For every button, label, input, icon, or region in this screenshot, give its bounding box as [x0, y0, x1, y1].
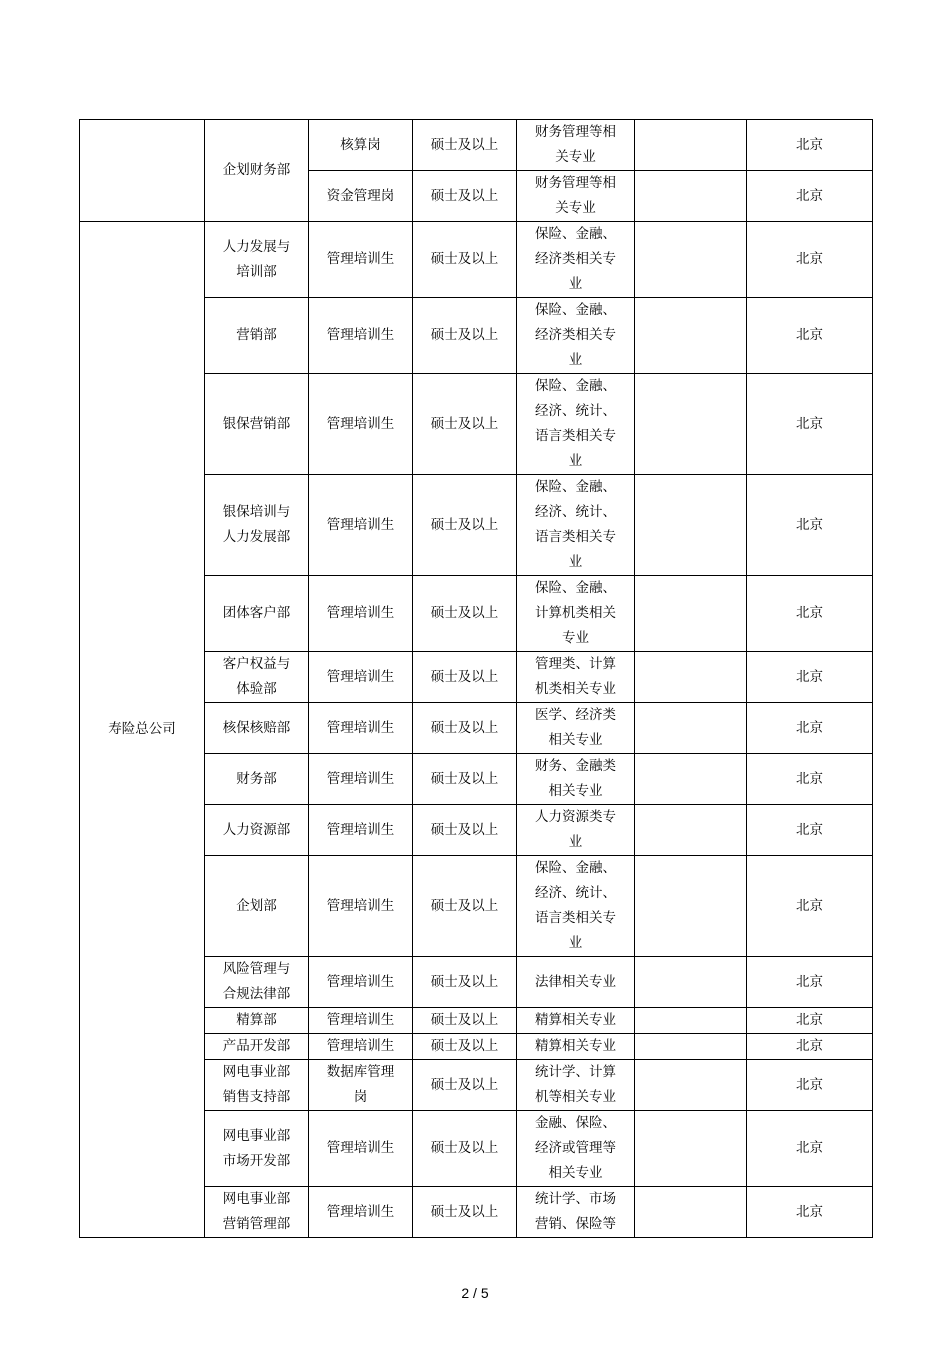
location-cell: 北京 [747, 171, 873, 222]
dept-cell: 网电事业部 销售支持部 [205, 1060, 309, 1111]
table-row [80, 222, 873, 298]
notes-cell [635, 856, 747, 957]
dept-cell: 财务部 [205, 754, 309, 805]
location-cell: 北京 [747, 298, 873, 374]
education-cell: 硕士及以上 [413, 1008, 517, 1034]
position-cell: 数据库管理 岗 [309, 1060, 413, 1111]
major-cell: 财务管理等相 关专业 [517, 120, 635, 171]
location-cell: 北京 [747, 856, 873, 957]
education-cell: 硕士及以上 [413, 298, 517, 374]
table-row [80, 120, 873, 171]
position-cell: 管理培训生 [309, 703, 413, 754]
education-cell: 硕士及以上 [413, 222, 517, 298]
location-cell: 北京 [747, 957, 873, 1008]
dept-cell: 人力资源部 [205, 805, 309, 856]
education-cell: 硕士及以上 [413, 652, 517, 703]
notes-cell [635, 298, 747, 374]
notes-cell [635, 652, 747, 703]
location-cell: 北京 [747, 754, 873, 805]
education-cell: 硕士及以上 [413, 1060, 517, 1111]
notes-cell [635, 222, 747, 298]
position-cell: 管理培训生 [309, 856, 413, 957]
education-cell: 硕士及以上 [413, 1111, 517, 1187]
dept-cell: 网电事业部 市场开发部 [205, 1111, 309, 1187]
location-cell: 北京 [747, 1111, 873, 1187]
major-cell: 保险、金融、 经济类相关专 业 [517, 298, 635, 374]
education-cell: 硕士及以上 [413, 171, 517, 222]
location-cell: 北京 [747, 1034, 873, 1060]
education-cell: 硕士及以上 [413, 805, 517, 856]
dept-cell: 企划财务部 [205, 120, 309, 222]
dept-cell: 核保核赔部 [205, 703, 309, 754]
education-cell: 硕士及以上 [413, 475, 517, 576]
position-cell: 核算岗 [309, 120, 413, 171]
location-cell: 北京 [747, 652, 873, 703]
notes-cell [635, 1060, 747, 1111]
recruitment-table [79, 119, 873, 1238]
education-cell: 硕士及以上 [413, 957, 517, 1008]
education-cell: 硕士及以上 [413, 856, 517, 957]
location-cell: 北京 [747, 475, 873, 576]
major-cell: 财务、金融类 相关专业 [517, 754, 635, 805]
position-cell: 管理培训生 [309, 957, 413, 1008]
location-cell: 北京 [747, 805, 873, 856]
location-cell: 北京 [747, 222, 873, 298]
position-cell: 管理培训生 [309, 1187, 413, 1238]
major-cell: 保险、金融、 经济、统计、 语言类相关专 业 [517, 374, 635, 475]
location-cell: 北京 [747, 1008, 873, 1034]
position-cell: 管理培训生 [309, 652, 413, 703]
notes-cell [635, 1034, 747, 1060]
position-cell: 管理培训生 [309, 222, 413, 298]
location-cell: 北京 [747, 576, 873, 652]
dept-cell: 企划部 [205, 856, 309, 957]
position-cell: 管理培训生 [309, 298, 413, 374]
dept-cell: 团体客户部 [205, 576, 309, 652]
major-cell: 法律相关专业 [517, 957, 635, 1008]
position-cell: 管理培训生 [309, 374, 413, 475]
position-cell: 管理培训生 [309, 754, 413, 805]
notes-cell [635, 1008, 747, 1034]
org-cell: 寿险总公司 [80, 222, 205, 1238]
dept-cell: 人力发展与 培训部 [205, 222, 309, 298]
major-cell: 财务管理等相 关专业 [517, 171, 635, 222]
position-cell: 管理培训生 [309, 1008, 413, 1034]
dept-cell: 网电事业部 营销管理部 [205, 1187, 309, 1238]
major-cell: 医学、经济类 相关专业 [517, 703, 635, 754]
major-cell: 保险、金融、 经济、统计、 语言类相关专 业 [517, 856, 635, 957]
major-cell: 保险、金融、 经济类相关专 业 [517, 222, 635, 298]
position-cell: 管理培训生 [309, 805, 413, 856]
notes-cell [635, 703, 747, 754]
education-cell: 硕士及以上 [413, 1187, 517, 1238]
position-cell: 资金管理岗 [309, 171, 413, 222]
position-cell: 管理培训生 [309, 1111, 413, 1187]
table-body [80, 120, 873, 1238]
location-cell: 北京 [747, 1187, 873, 1238]
notes-cell [635, 1187, 747, 1238]
notes-cell [635, 374, 747, 475]
major-cell: 金融、保险、 经济或管理等 相关专业 [517, 1111, 635, 1187]
notes-cell [635, 754, 747, 805]
page-indicator: 2 / 5 [461, 1285, 489, 1301]
location-cell: 北京 [747, 703, 873, 754]
notes-cell [635, 475, 747, 576]
position-cell: 管理培训生 [309, 576, 413, 652]
notes-cell [635, 1111, 747, 1187]
education-cell: 硕士及以上 [413, 754, 517, 805]
notes-cell [635, 171, 747, 222]
education-cell: 硕士及以上 [413, 576, 517, 652]
major-cell: 统计学、市场 营销、保险等 [517, 1187, 635, 1238]
major-cell: 精算相关专业 [517, 1008, 635, 1034]
location-cell: 北京 [747, 374, 873, 475]
major-cell: 管理类、计算 机类相关专业 [517, 652, 635, 703]
major-cell: 保险、金融、 经济、统计、 语言类相关专 业 [517, 475, 635, 576]
dept-cell: 产品开发部 [205, 1034, 309, 1060]
education-cell: 硕士及以上 [413, 120, 517, 171]
major-cell: 精算相关专业 [517, 1034, 635, 1060]
notes-cell [635, 120, 747, 171]
position-cell: 管理培训生 [309, 475, 413, 576]
location-cell: 北京 [747, 1060, 873, 1111]
major-cell: 统计学、计算 机等相关专业 [517, 1060, 635, 1111]
dept-cell: 精算部 [205, 1008, 309, 1034]
major-cell: 保险、金融、 计算机类相关 专业 [517, 576, 635, 652]
location-cell: 北京 [747, 120, 873, 171]
notes-cell [635, 576, 747, 652]
dept-cell: 银保培训与 人力发展部 [205, 475, 309, 576]
org-cell [80, 120, 205, 222]
dept-cell: 银保营销部 [205, 374, 309, 475]
notes-cell [635, 957, 747, 1008]
education-cell: 硕士及以上 [413, 374, 517, 475]
major-cell: 人力资源类专 业 [517, 805, 635, 856]
dept-cell: 营销部 [205, 298, 309, 374]
dept-cell: 风险管理与 合规法律部 [205, 957, 309, 1008]
education-cell: 硕士及以上 [413, 703, 517, 754]
notes-cell [635, 805, 747, 856]
education-cell: 硕士及以上 [413, 1034, 517, 1060]
position-cell: 管理培训生 [309, 1034, 413, 1060]
dept-cell: 客户权益与 体验部 [205, 652, 309, 703]
